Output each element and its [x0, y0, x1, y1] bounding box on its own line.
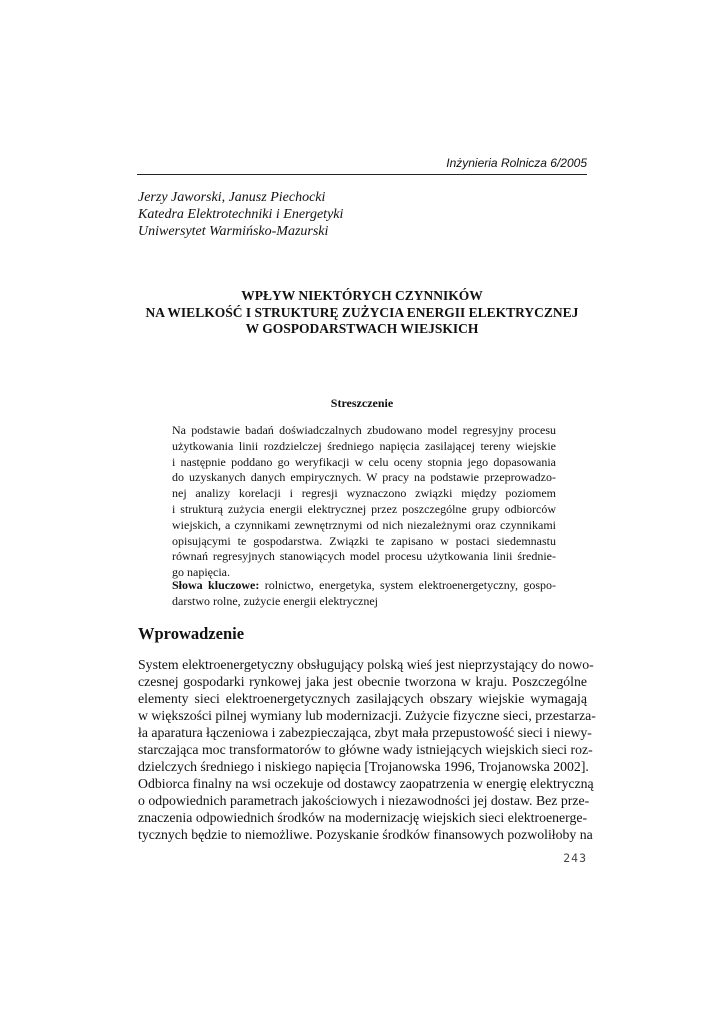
author-names: Jerzy Jaworski, Janusz Piechocki [138, 190, 326, 205]
body-line: elementy sieci elektroenergetycznych zasilających obszary wiejskie wymagają [138, 691, 587, 706]
abstract-heading: Streszczenie [330, 396, 394, 410]
keywords-line [172, 577, 556, 593]
paper-title [120, 288, 604, 338]
body-line: starczająca moc transformatorów to główne wady istniejących wiejskich sieci roz- [138, 742, 593, 757]
abstract-line: użytkowania linii rozdzielczej średniego napięcia zasilającej tereny wiejskie [172, 438, 556, 453]
body-line: czesnej gospodarki rynkowej jaka jest obecnie tworzona w kraju. Poszczególne [138, 674, 587, 689]
title-line: W GOSPODARSTWACH WIEJSKICH [245, 321, 479, 336]
journal-header: Inżynieria Rolnicza 6/2005 [446, 156, 587, 170]
abstract-text [172, 423, 556, 581]
header-rule [137, 174, 587, 175]
keywords-label: Słowa kluczowe: [172, 578, 260, 592]
author-block [138, 189, 343, 240]
body-line: znaczenia odpowiednich środków na modernizację wiejskich sieci elektroenerge- [138, 810, 588, 825]
title-line: NA WIELKOŚĆ I STRUKTURĘ ZUŻYCIA ENERGII ELEKTRYCZNEJ [145, 304, 579, 320]
abstract-line: opisującymi te gospodarstwa. Związki te zapisano w postaci siedemnastu [172, 533, 556, 548]
keywords-line: darstwo rolne, zużycie energii elektrycznej [172, 594, 379, 608]
body-line: w większości pilnej wymiany lub modernizacji. Zużycie fizyczne sieci, przestarza- [138, 708, 596, 723]
body-line: tycznych będzie to niemożliwe. Pozyskanie środków finansowych pozwoliłoby na [138, 827, 593, 842]
keywords-block [172, 577, 556, 609]
keywords-text: rolnictwo, energetyka, system elektroenergetyczny, gospo- [259, 578, 556, 592]
body-line: Odbiorca finalny na wsi oczekuje od dostawcy zaopatrzenia w energię elektryczną [138, 776, 594, 791]
body-line: System elektroenergetyczny obsługujący polską wieś jest nieprzystający do nowo- [138, 657, 594, 672]
abstract-line: Na podstawie badań doświadczalnych zbudowano model regresyjny procesu [172, 423, 556, 437]
abstract-line: go napięcia. [172, 565, 230, 580]
abstract-line: nej analizy korelacji i regresji wyznaczono związki między poziomem [172, 486, 556, 501]
author-department: Katedra Elektrotechniki i Energetyki [138, 207, 344, 222]
title-line: WPŁYW NIEKTÓRYCH CZYNNIKÓW [241, 288, 483, 303]
abstract-line: do uzyskanych danych empirycznych. W pracy na podstawie przeprowadzo- [172, 470, 556, 485]
author-university: Uniwersytet Warmińsko-Mazurski [138, 224, 329, 239]
abstract-line: wiejskich, a czynnikami zewnętrznymi od nich niezależnymi oraz czynnikami [172, 517, 556, 532]
abstract-line: równań regresyjnych stanowiących model procesu użytkowania linii średnie- [172, 549, 556, 564]
page-number: 243 [563, 851, 587, 865]
body-line: dzielczych średniego i niskiego napięcia [Trojanowska 1996, Trojanowska 2002]. [138, 759, 589, 774]
section-heading: Wprowadzenie [138, 624, 245, 643]
body-text [138, 656, 596, 843]
abstract-line: i strukturą zużycia energii elektrycznej przez poszczególne grupy odbiorców [172, 501, 556, 516]
abstract-line: i następnie poddano go weryfikacji w celu oceny stopnia jego dopasowania [172, 454, 556, 469]
body-line: ła aparatura łączeniowa i zabezpieczająca, zbyt mała przepustowość sieci i niewy- [138, 725, 592, 740]
body-line: o odpowiednich parametrach jakościowych i niezawodności jej dostaw. Bez prze- [138, 793, 590, 808]
